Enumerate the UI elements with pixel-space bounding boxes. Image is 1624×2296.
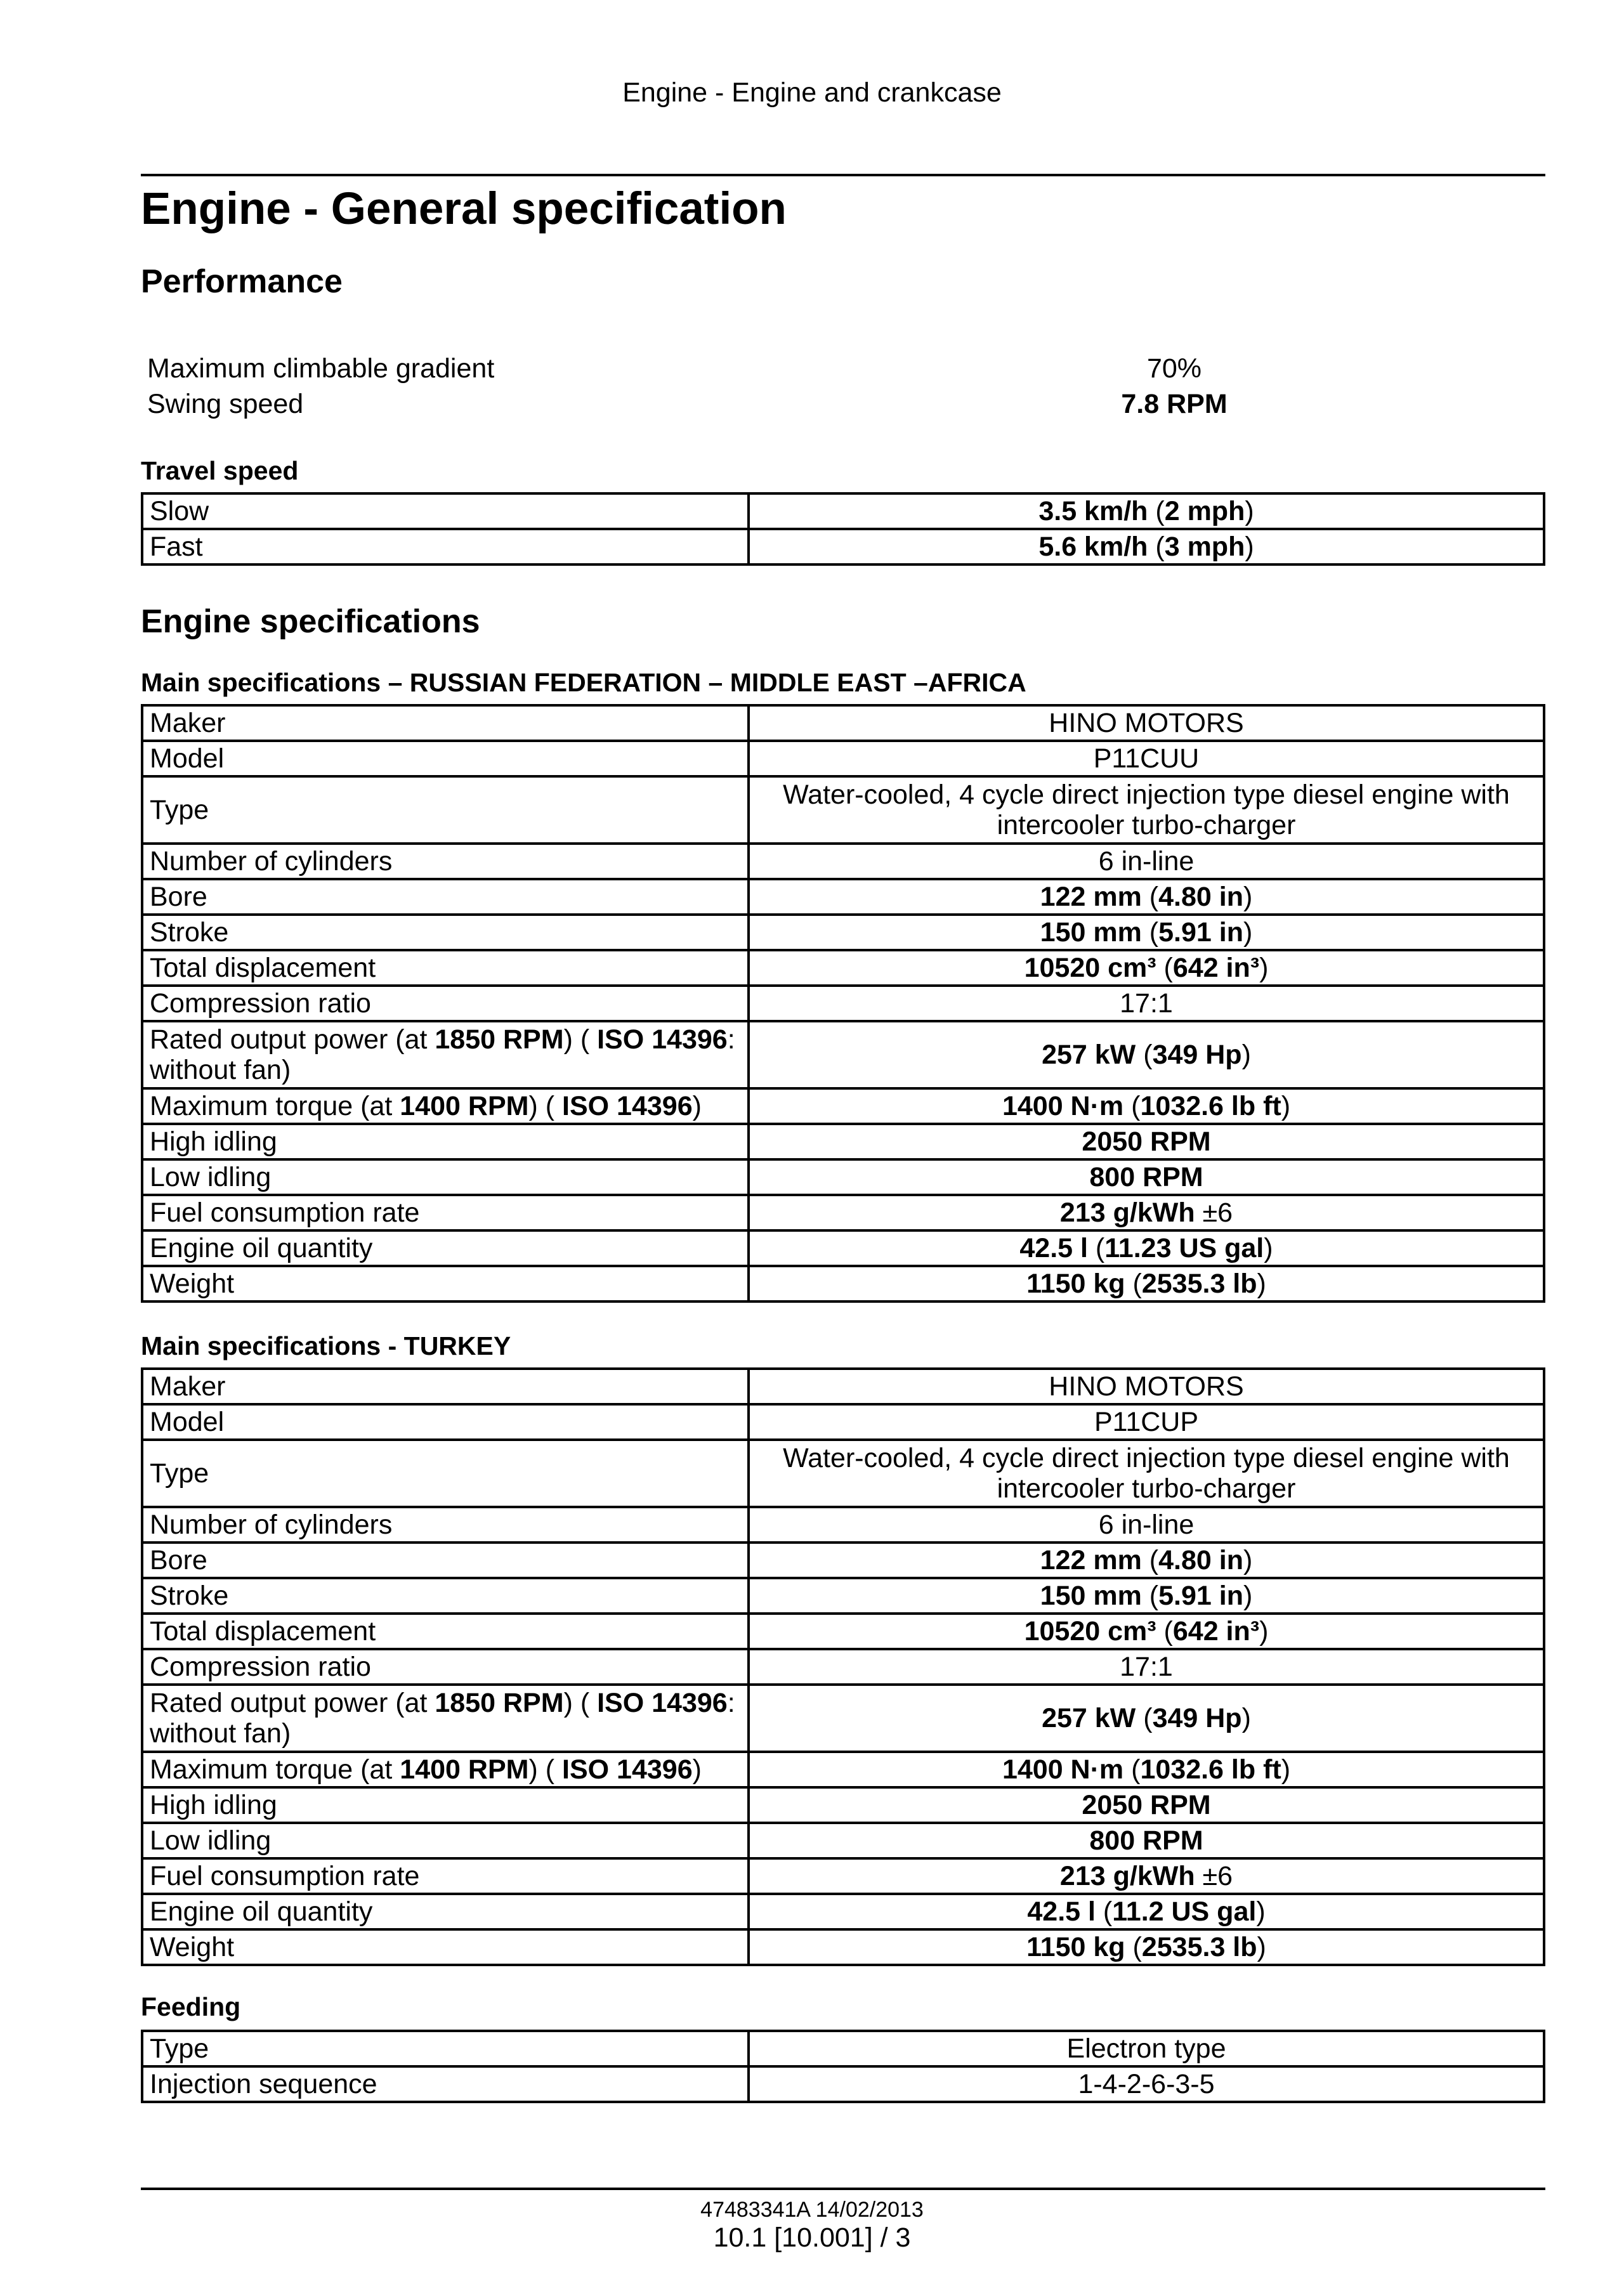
table-row	[142, 1440, 1544, 1507]
row-label: Engine oil quantity	[142, 1894, 749, 1929]
row-value: 1400 N·m (1032.6 lb ft)	[749, 1088, 1544, 1124]
row-label: Stroke	[142, 915, 749, 950]
table-row	[142, 1021, 1544, 1088]
table-row	[142, 1578, 1544, 1614]
table-row	[142, 1752, 1544, 1787]
tur-specs-table	[141, 1367, 1545, 1966]
row-label: Type	[142, 776, 749, 844]
table-row	[142, 1507, 1544, 1543]
table-row	[142, 1787, 1544, 1823]
row-label: Low idling	[142, 1159, 749, 1195]
table-row	[142, 2031, 1544, 2066]
tur-specs-heading: Main specifications - TURKEY	[141, 1331, 511, 1360]
row-label: Bore	[142, 879, 749, 915]
table-row	[142, 1894, 1544, 1929]
footer-rule	[141, 2188, 1545, 2190]
row-value: 122 mm (4.80 in)	[749, 879, 1544, 915]
row-label: Maximum torque (at 1400 RPM) ( ISO 14396)	[142, 1752, 749, 1787]
table-row	[142, 776, 1544, 844]
row-value: P11CUU	[749, 741, 1544, 776]
table-row	[141, 386, 1545, 422]
row-value: 42.5 l (11.23 US gal)	[749, 1230, 1544, 1266]
table-row	[142, 1369, 1544, 1404]
table-row	[142, 1230, 1544, 1266]
row-value: 6 in-line	[749, 1507, 1544, 1543]
table-row	[142, 1088, 1544, 1124]
row-label: Low idling	[142, 1823, 749, 1858]
table-row	[141, 351, 1545, 386]
table-row	[142, 915, 1544, 950]
row-value: HINO MOTORS	[749, 705, 1544, 741]
table-row	[142, 493, 1544, 529]
row-value: 10520 cm³ (642 in³)	[749, 1614, 1544, 1649]
row-value: HINO MOTORS	[749, 1369, 1544, 1404]
table-row	[142, 1929, 1544, 1965]
table-row	[142, 529, 1544, 564]
table-row	[142, 1649, 1544, 1685]
row-value: Electron type	[749, 2031, 1544, 2066]
table-row	[142, 1159, 1544, 1195]
travel-speed-heading: Travel speed	[141, 456, 299, 485]
table-row	[142, 1543, 1544, 1578]
row-label: Swing speed	[147, 388, 304, 419]
table-row	[142, 1404, 1544, 1440]
row-value: 6 in-line	[749, 844, 1544, 879]
row-value: 7.8 RPM	[1121, 388, 1228, 419]
table-row	[142, 950, 1544, 986]
row-value: 5.6 km/h (3 mph)	[749, 529, 1544, 564]
row-value: 257 kW (349 Hp)	[749, 1685, 1544, 1752]
table-row	[142, 1858, 1544, 1894]
row-value: 2050 RPM	[749, 1124, 1544, 1159]
row-value: 1400 N·m (1032.6 lb ft)	[749, 1752, 1544, 1787]
row-value: 800 RPM	[749, 1159, 1544, 1195]
row-label: Model	[142, 741, 749, 776]
row-value: 70%	[1146, 353, 1202, 384]
feeding-table	[141, 2030, 1545, 2103]
table-row	[142, 741, 1544, 776]
row-label: Maker	[142, 705, 749, 741]
row-label: Compression ratio	[142, 1649, 749, 1685]
row-label: Maximum climbable gradient	[147, 353, 495, 384]
row-value: P11CUP	[749, 1404, 1544, 1440]
page-header: Engine - Engine and crankcase	[622, 77, 1002, 108]
travel-speed-table	[141, 492, 1545, 566]
row-value: 42.5 l (11.2 US gal)	[749, 1894, 1544, 1929]
table-row	[142, 986, 1544, 1021]
engine-specifications-heading: Engine specifications	[141, 603, 480, 640]
row-label: Fuel consumption rate	[142, 1195, 749, 1230]
table-row	[142, 844, 1544, 879]
feeding-heading: Feeding	[141, 1992, 241, 2021]
row-label: High idling	[142, 1787, 749, 1823]
row-label: Bore	[142, 1543, 749, 1578]
row-label: Fuel consumption rate	[142, 1858, 749, 1894]
table-row	[142, 879, 1544, 915]
row-label: Type	[142, 1440, 749, 1507]
table-row	[142, 1685, 1544, 1752]
header-rule	[141, 174, 1545, 176]
row-value: Water-cooled, 4 cycle direct injection type diesel engine with intercooler turbo-charger	[749, 1440, 1544, 1507]
page-title: Engine - General specification	[141, 184, 787, 234]
page-number: 10.1 [10.001] / 3	[713, 2222, 911, 2253]
table-row	[142, 2066, 1544, 2102]
row-label: Engine oil quantity	[142, 1230, 749, 1266]
row-label: Rated output power (at 1850 RPM) ( ISO 14396: without fan)	[142, 1021, 749, 1088]
document-code: 47483341A 14/02/2013	[700, 2198, 924, 2222]
performance-table	[141, 351, 1545, 422]
row-label: High idling	[142, 1124, 749, 1159]
row-value: 213 g/kWh ±6	[749, 1195, 1544, 1230]
row-label: Number of cylinders	[142, 844, 749, 879]
row-label: Maximum torque (at 1400 RPM) ( ISO 14396)	[142, 1088, 749, 1124]
row-value: 257 kW (349 Hp)	[749, 1021, 1544, 1088]
row-label: Slow	[142, 493, 749, 529]
row-value: 10520 cm³ (642 in³)	[749, 950, 1544, 986]
rus-specs-table	[141, 704, 1545, 1303]
row-value: Water-cooled, 4 cycle direct injection type diesel engine with intercooler turbo-charger	[749, 776, 1544, 844]
row-label: Maker	[142, 1369, 749, 1404]
row-label: Injection sequence	[142, 2066, 749, 2102]
table-row	[142, 1823, 1544, 1858]
table-row	[142, 1124, 1544, 1159]
row-label: Weight	[142, 1929, 749, 1965]
row-value: 150 mm (5.91 in)	[749, 915, 1544, 950]
row-value: 2050 RPM	[749, 1787, 1544, 1823]
table-row	[142, 705, 1544, 741]
row-value: 1150 kg (2535.3 lb)	[749, 1266, 1544, 1301]
row-value: 17:1	[749, 1649, 1544, 1685]
row-value: 213 g/kWh ±6	[749, 1858, 1544, 1894]
row-label: Weight	[142, 1266, 749, 1301]
row-label: Fast	[142, 529, 749, 564]
row-label: Total displacement	[142, 1614, 749, 1649]
table-row	[142, 1195, 1544, 1230]
row-label: Model	[142, 1404, 749, 1440]
row-label: Compression ratio	[142, 986, 749, 1021]
rus-specs-heading: Main specifications – RUSSIAN FEDERATION – MIDDLE EAST –AFRICA	[141, 668, 1026, 697]
performance-heading: Performance	[141, 263, 343, 300]
row-label: Rated output power (at 1850 RPM) ( ISO 14396: without fan)	[142, 1685, 749, 1752]
row-value: 800 RPM	[749, 1823, 1544, 1858]
row-value: 1-4-2-6-3-5	[749, 2066, 1544, 2102]
table-row	[142, 1266, 1544, 1301]
row-value: 3.5 km/h (2 mph)	[749, 493, 1544, 529]
row-value: 17:1	[749, 986, 1544, 1021]
table-row	[142, 1614, 1544, 1649]
row-label: Stroke	[142, 1578, 749, 1614]
row-label: Type	[142, 2031, 749, 2066]
row-label: Number of cylinders	[142, 1507, 749, 1543]
row-label: Total displacement	[142, 950, 749, 986]
row-value: 150 mm (5.91 in)	[749, 1578, 1544, 1614]
row-value: 122 mm (4.80 in)	[749, 1543, 1544, 1578]
row-value: 1150 kg (2535.3 lb)	[749, 1929, 1544, 1965]
